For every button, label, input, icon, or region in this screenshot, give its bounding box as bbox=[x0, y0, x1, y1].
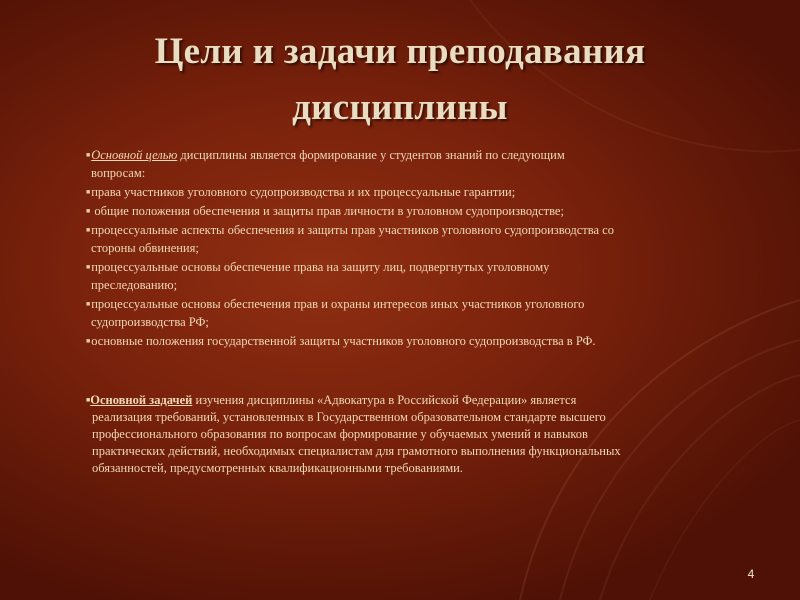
slide-title-line-1: Цели и задачи преподавания bbox=[154, 31, 646, 72]
task-line: практических действий, необходимых специалистам для грамотного выполнения функциональных bbox=[92, 444, 621, 458]
list-item-continuation: преследованию; bbox=[91, 278, 178, 292]
list-item bbox=[86, 258, 706, 294]
bullet-icon: ■ bbox=[86, 226, 91, 234]
slide-title bbox=[60, 24, 740, 136]
bullet-icon: ■ bbox=[86, 207, 91, 215]
bullet-icon: ■ bbox=[86, 337, 91, 345]
task-lead-text: Основной задачей bbox=[90, 393, 193, 407]
bullet-icon: ■ bbox=[86, 300, 91, 308]
list-item-text: дисциплины является формирование у студентов знаний по следующим bbox=[177, 148, 565, 162]
bullet-icon: ■ bbox=[86, 263, 91, 271]
list-item-continuation: вопросам: bbox=[91, 166, 146, 180]
list-item bbox=[86, 202, 706, 220]
list-item-text: процессуальные основы обеспечение права на защиту лиц, подвергнутых уголовному bbox=[91, 260, 550, 274]
list-item-text: основные положения государственной защиты участников уголовного судопроизводства в РФ. bbox=[91, 334, 596, 348]
bullet-icon: ■ bbox=[86, 396, 91, 404]
list-item-text: общие положения обеспечения и защиты прав личности в уголовном судопроизводстве; bbox=[91, 204, 564, 218]
task-line bbox=[86, 392, 736, 409]
list-item-continuation: стороны обвинения; bbox=[91, 241, 199, 255]
bullet-icon: ■ bbox=[86, 188, 91, 196]
list-item bbox=[86, 295, 706, 331]
goals-list bbox=[86, 146, 706, 351]
slide-title-line-2: дисциплины bbox=[292, 87, 508, 128]
task-text: изучения дисциплины «Адвокатура в Российской Федерации» является bbox=[192, 393, 577, 407]
list-item bbox=[86, 146, 706, 182]
bullet-icon: ■ bbox=[86, 151, 91, 159]
list-item-text: права участников уголовного судопроизводства и их процессуальные гарантии; bbox=[91, 185, 516, 199]
task-line: обязанностей, предусмотренных квалификационными требованиями. bbox=[92, 461, 463, 475]
list-item bbox=[86, 332, 706, 350]
list-item-continuation: судопроизводства РФ; bbox=[91, 315, 209, 329]
list-item bbox=[86, 183, 706, 201]
task-line: профессионального образования по вопросам формирование у обучаемых умений и навыков bbox=[92, 427, 588, 441]
page-number: 4 bbox=[747, 567, 755, 581]
list-item bbox=[86, 221, 706, 257]
list-item-text: процессуальные аспекты обеспечения и защиты прав участников уголовного судопроизводства со bbox=[91, 223, 614, 237]
task-line: реализация требований, установленных в Государственном образовательном стандарте высшего bbox=[92, 410, 606, 424]
goal-lead-text: Основной целью bbox=[91, 148, 178, 162]
task-paragraph bbox=[86, 392, 736, 477]
list-item-text: процессуальные основы обеспечения прав и охраны интересов иных участников уголовного bbox=[91, 297, 585, 311]
